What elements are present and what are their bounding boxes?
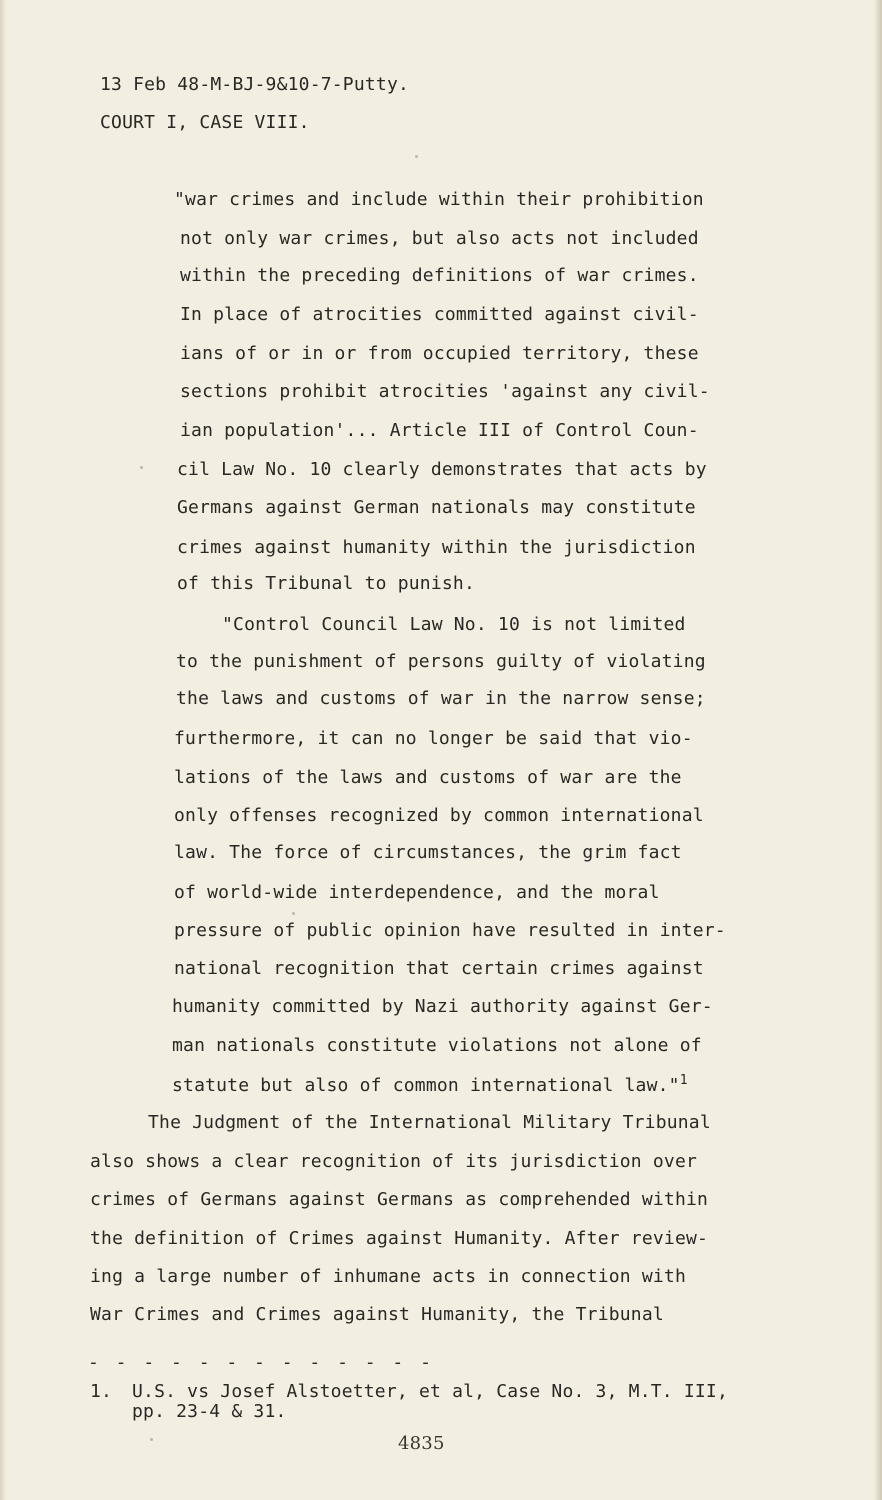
quote-line: "Control Council Law No. 10 is not limited xyxy=(222,614,686,635)
page-number: 4835 xyxy=(398,1433,445,1454)
quote-line: "war crimes and include within their prohibition xyxy=(174,189,704,210)
quote-line: pressure of public opinion have resulted in inter- xyxy=(174,920,726,941)
quote-line: of this Tribunal to punish. xyxy=(177,573,475,594)
quote-line: to the punishment of persons guilty of violating xyxy=(176,651,706,672)
quote-line: furthermore, it can no longer be said that vio- xyxy=(174,728,693,749)
footnote-rule: - - - - - - - - - - - - - xyxy=(88,1352,434,1373)
body-line: crimes of Germans against Germans as comprehended within xyxy=(90,1189,709,1210)
quote-line: within the preceding definitions of war crimes. xyxy=(180,265,699,286)
quote-line: Germans against German nationals may constitute xyxy=(177,497,696,518)
quote-line: lations of the laws and customs of war are the xyxy=(174,767,682,788)
quote-line: ians of or in or from occupied territory, these xyxy=(180,343,699,364)
quote-line-text: statute but also of common international law." xyxy=(172,1075,680,1096)
paper-speck xyxy=(150,1438,153,1441)
quote-line: not only war crimes, but also acts not included xyxy=(180,228,699,249)
footnote-number: 1. xyxy=(90,1381,113,1402)
footnote-text-line: U.S. vs Josef Alstoetter, et al, Case No. 3, M.T. III, xyxy=(132,1381,728,1402)
header-court: COURT I, CASE VIII. xyxy=(100,112,310,133)
quote-line: In place of atrocities committed against civil- xyxy=(180,304,699,325)
quote-line: law. The force of circumstances, the grim fact xyxy=(174,842,682,863)
quote-line xyxy=(172,1073,688,1096)
paper-edge-left xyxy=(0,0,6,1500)
paper-edge-right xyxy=(874,0,882,1500)
paper-speck xyxy=(415,155,418,158)
quote-line: national recognition that certain crimes against xyxy=(174,958,704,979)
paper-speck xyxy=(292,912,295,915)
paper-speck xyxy=(140,466,143,469)
quote-line: of world-wide interdependence, and the moral xyxy=(174,882,660,903)
body-line: ing a large number of inhumane acts in connection with xyxy=(90,1266,686,1287)
body-line: The Judgment of the International Military Tribunal xyxy=(148,1112,711,1133)
quote-line: ian population'... Article III of Control Coun- xyxy=(180,420,699,441)
quote-line: humanity committed by Nazi authority against Ger- xyxy=(172,996,713,1017)
body-line: War Crimes and Crimes against Humanity, the Tribunal xyxy=(90,1304,664,1325)
header-reference: 13 Feb 48-M-BJ-9&10-7-Putty. xyxy=(100,74,410,95)
quote-line: the laws and customs of war in the narrow sense; xyxy=(176,688,706,709)
footnote-marker: 1 xyxy=(679,1073,688,1088)
quote-line: only offenses recognized by common international xyxy=(174,805,704,826)
quote-line: cil Law No. 10 clearly demonstrates that acts by xyxy=(177,459,707,480)
footnote-text-line: pp. 23-4 & 31. xyxy=(132,1401,287,1422)
body-line: also shows a clear recognition of its jurisdiction over xyxy=(90,1151,698,1172)
quote-line: crimes against humanity within the jurisdiction xyxy=(177,537,696,558)
body-line: the definition of Crimes against Humanity. After review- xyxy=(90,1228,709,1249)
quote-line: man nationals constitute violations not alone of xyxy=(172,1035,702,1056)
quote-line: sections prohibit atrocities 'against any civil- xyxy=(180,381,710,402)
